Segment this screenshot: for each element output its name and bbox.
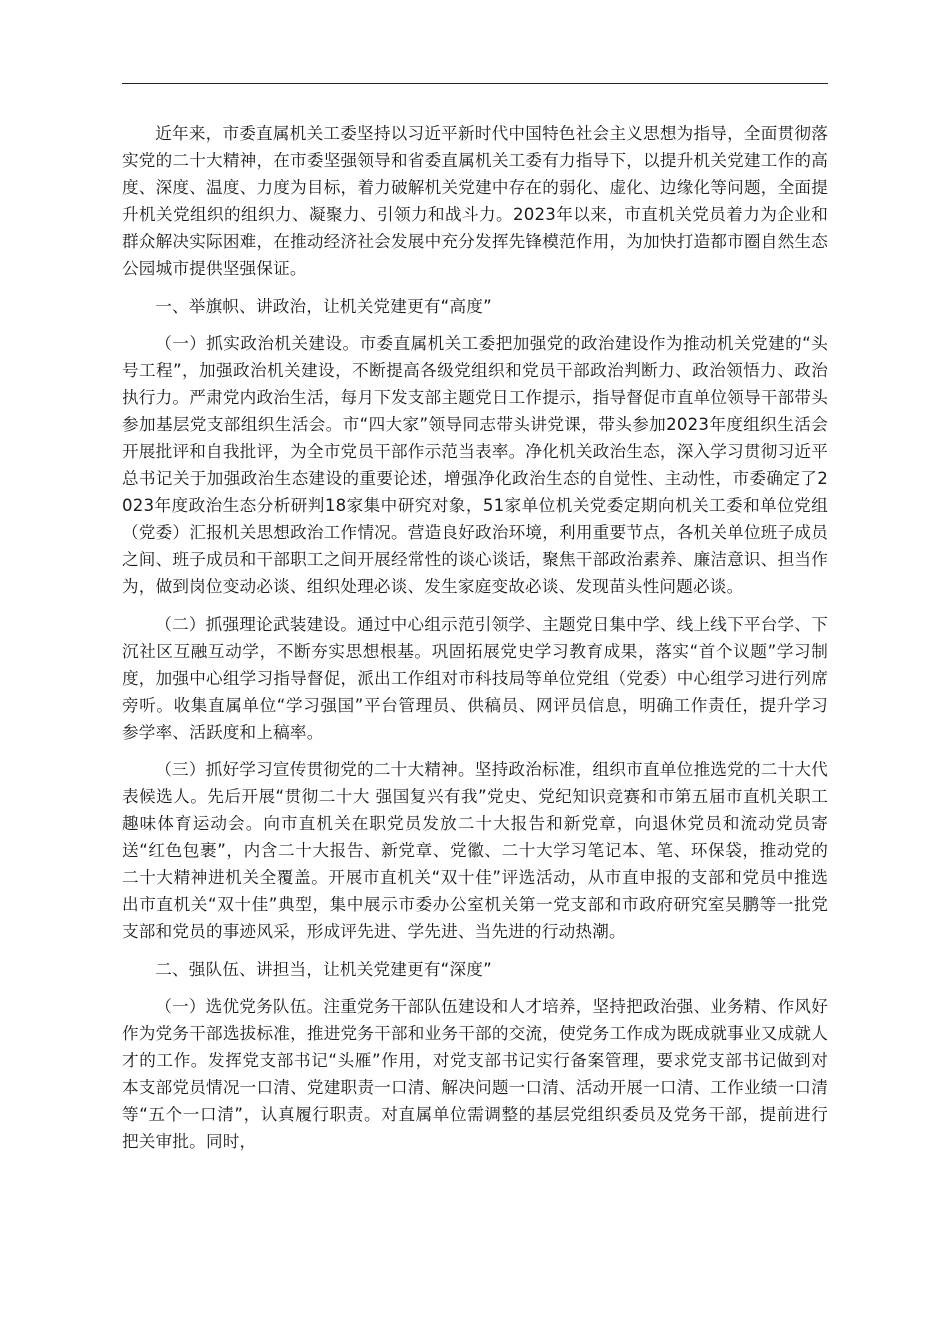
section-heading-1: 一、举旗帜、讲政治，让机关党建更有“高度” — [155, 296, 492, 316]
section-heading-2: 二、强队伍、讲担当，让机关党建更有“深度” — [155, 959, 492, 979]
header-rule — [122, 83, 828, 84]
subsection-paragraph-1-3: （三）抓好学习宣传贯彻党的二十大精神。坚持政治标准，组织市直单位推选党的二十大代表候选人。先后开展“贯彻二十大 强国复兴有我”党史、党纪知识竞赛和市第五届市直机关职工趣味体育运动会。向市直机关在职党员发放二十大报告和新党章，向退休党员和流动党员寄送“红色包裹”，内含二十大报告、新党章、党徽、二十大学习笔记本、笔、环保袋，推动党的二十大精神进机关全覆盖。开展市直机关“双十佳”评选活动，从市直申报的支部和党员中推选出市直机关“双十佳”典型，集中展示市委办公室机关第一党支部和市政府研究室吴鹏等一批党支部和党员的事迹风采，形成评先进、学先进、当先进的行动热潮。 — [122, 760, 828, 941]
subsection-paragraph-1-2: （二）抓强理论武装建设。通过中心组示范引领学、主题党日集中学、线上线下平台学、下沉社区互融互动学，不断夯实思想根基。巩固拓展党史学习教育成果，落实“首个议题”学习制度，加强中心组学习指导督促，派出工作组对市科技局等单位党组（党委）中心组学习进行列席旁听。收集直属单位“学习强国”平台管理员、供稿员、网评员信息，明确工作责任，提升学习参学率、活跃度和上稿率。 — [122, 614, 828, 742]
subsection-paragraph-1-1: （一）抓实政治机关建设。市委直属机关工委把加强党的政治建设作为推动机关党建的“头号工程”，加强政治机关建设，不断提高各级党组织和党员干部政治判断力、政治领悟力、政治执行力。严肃党内政治生活，每月下发支部主题党日工作提示，指导督促市直单位领导干部带头参加基层党支部组织生活会。市“四大家”领导同志带头讲党课，带头参加2023年度组织生活会开展批评和自我批评，为全市党员干部作示范当表率。净化机关政治生态，深入学习贯彻习近平总书记关于加强政治生态建设的重要论述，增强净化政治生态的自觉性、主动性，市委确定了2023年度政治生态分析研判18家集中研究对象，51家单位机关党委定期向机关工委和单位党组（党委）汇报机关思想政治工作情况。营造良好政治环境，利用重要节点，各机关单位班子成员之间、班子成员和干部职工之间开展经常性的谈心谈话，聚焦干部政治素养、廉洁意识、担当作为，做到岗位变动必谈、组织处理必谈、发生家庭变故必谈、发现苗头性问题必谈。 — [122, 334, 828, 596]
subsection-paragraph-2-1: （一）选优党务队伍。注重党务干部队伍建设和人才培养，坚持把政治强、业务精、作风好作为党务干部选拔标准，推进党务干部和业务干部的交流，使党务工作成为既成就事业又成就人才的工作。发挥党支部书记“头雁”作用，对党支部书记实行备案管理，要求党支部书记做到对本支部党员情况一口清、党建职责一口清、解决问题一口清、活动开展一口清、工作业绩一口清等“五个一口清”，认真履行职责。对直属单位需调整的基层党组织委员及党务干部，提前进行把关审批。同时， — [122, 997, 828, 1151]
document-body — [122, 120, 828, 1155]
intro-paragraph: 近年来，市委直属机关工委坚持以习近平新时代中国特色社会主义思想为指导，全面贯彻落实党的二十大精神，在市委坚强领导和省委直属机关工委有力指导下，以提升机关党建工作的高度、深度、温度、力度为目标，着力破解机关党建中存在的弱化、虚化、边缘化等问题，全面提升机关党组织的组织力、凝聚力、引领力和战斗力。2023年以来，市直机关党员着力为企业和群众解决实际困难，在推动经济社会发展中充分发挥先锋模范作用，为加快打造都市圈自然生态公园城市提供坚强保证。 — [122, 124, 828, 278]
